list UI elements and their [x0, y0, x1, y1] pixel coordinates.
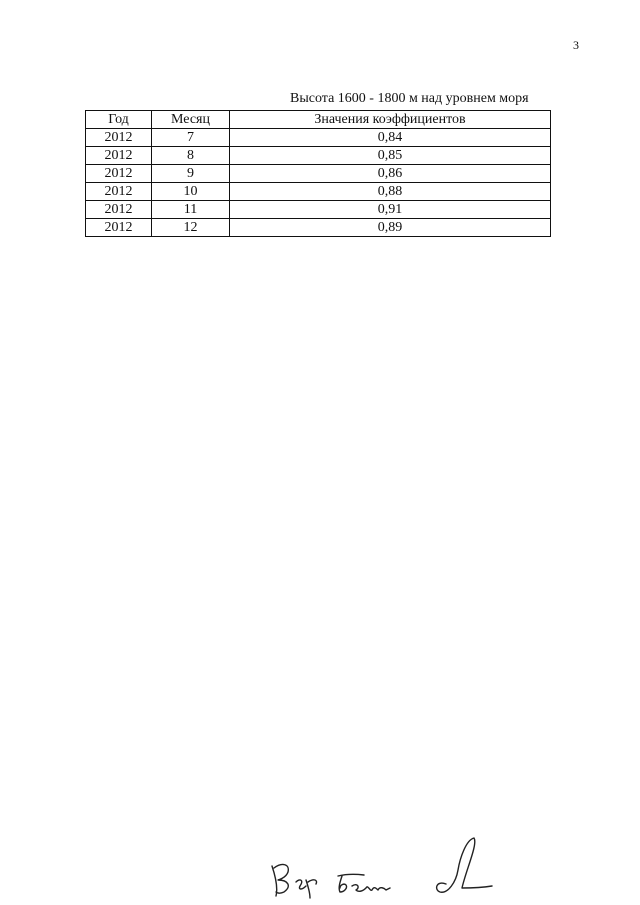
cell-year: 2012	[86, 129, 152, 147]
cell-coefficient: 0,85	[230, 147, 551, 165]
handwritten-signature	[260, 830, 500, 900]
cell-year: 2012	[86, 147, 152, 165]
cell-coefficient: 0,86	[230, 165, 551, 183]
coefficients-table	[85, 110, 551, 237]
table-header-row	[86, 111, 551, 129]
cell-coefficient: 0,89	[230, 219, 551, 237]
header-coefficient: Значения коэффициентов	[230, 111, 551, 129]
page-number: 3	[573, 38, 579, 52]
cell-month: 9	[152, 165, 230, 183]
cell-month: 10	[152, 183, 230, 201]
table-row	[86, 129, 551, 147]
table-row	[86, 183, 551, 201]
cell-coefficient: 0,88	[230, 183, 551, 201]
table-row	[86, 147, 551, 165]
header-year: Год	[86, 111, 152, 129]
cell-year: 2012	[86, 183, 152, 201]
cell-month: 12	[152, 219, 230, 237]
header-month: Месяц	[152, 111, 230, 129]
table-row	[86, 165, 551, 183]
cell-year: 2012	[86, 165, 152, 183]
table-caption: Высота 1600 - 1800 м над уровнем моря	[290, 91, 529, 106]
cell-coefficient: 0,91	[230, 201, 551, 219]
cell-year: 2012	[86, 219, 152, 237]
cell-coefficient: 0,84	[230, 129, 551, 147]
cell-month: 8	[152, 147, 230, 165]
table-row	[86, 219, 551, 237]
cell-year: 2012	[86, 201, 152, 219]
cell-month: 7	[152, 129, 230, 147]
table-row	[86, 201, 551, 219]
cell-month: 11	[152, 201, 230, 219]
